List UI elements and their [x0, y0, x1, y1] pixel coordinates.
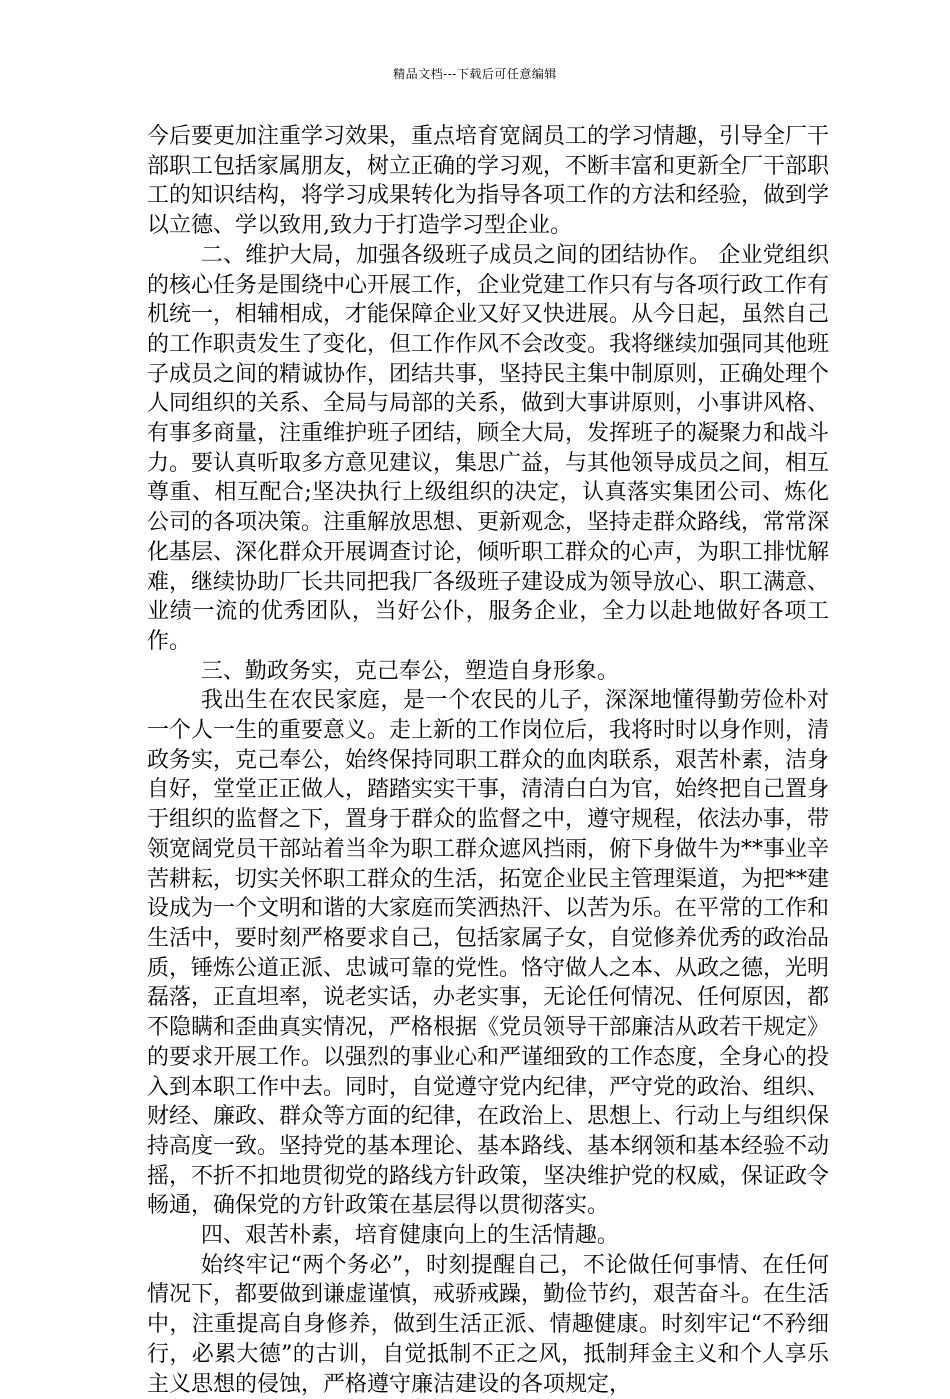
- page-header: 精品文档---下载后可任意编辑: [393, 67, 557, 81]
- paragraph-section-3: 我出生在农民家庭，是一个农民的儿子，深深地懂得勤劳俭朴对一个人一生的重要意义。走上新的工作岗位后，我将时时以身作则，清政务实，克己奉公，始终保持同职工群众的血肉联系，艰苦朴素，洁身自好，堂堂正正做人，踏踏实实干事，清清白白为官，始终把自己置身于组织的监督之下，置身于群众的监督之中，遵守规程，依法办事，带领宽阔党员干部站着当伞为职工群众遮风挡雨，俯下身做牛为**事业辛苦耕耘，切实关怀职工群众的生活，拓宽企业民主管理渠道，为把**建设成为一个文明和谐的大家庭而笑洒热汗、以苦为乐。在平常的工作和生活中，要时刻严格要求自己，包括家属子女，自觉修养优秀的政治品质，锤炼公道正派、忠诚可靠的党性。恪守做人之本、从政之德，光明磊落，正直坦率，说老实话，办老实事，无论任何情况、任何原因，都不隐瞒和歪曲真实情况，严格根据《党员领导干部廉洁从政若干规定》的要求开展工作。以强烈的事业心和严谨细致的工作态度，全身心的投入到本职工作中去。同时，自觉遵守党内纪律，严守党的政治、组织、财经、廉政、群众等方面的纪律，在政治上、思想上、行动上与组织保持高度一致。坚持党的基本理论、基本路线、基本纲领和基本经验不动摇，不折不扣地贯彻党的路线方针政策，坚决维护党的权威，保证政令畅通，确保党的方针政策在基层得以贯彻落实。: [147, 688, 830, 1219]
- section-heading-3: 三、勤政务实，克己奉公，塑造自身形象。: [200, 658, 619, 684]
- section-heading-4: 四、艰苦朴素，培育健康向上的生活情趣。: [200, 1223, 619, 1249]
- document-body: [147, 122, 829, 1399]
- paragraph-section-2: 二、维护大局，加强各级班子成员之间的团结协作。 企业党组织的核心任务是围绕中心开展工作，企业党建工作只有与各项行政工作有机统一，相辅相成，才能保障企业又好又快进展。从今日起，虽然自己的工作职责发生了变化，但工作作风不会改变。我将继续加强同其他班子成员之间的精诚协作，团结共事，坚持民主集中制原则，正确处理个人同组织的关系、全局与局部的关系，做到大事讲原则，小事讲风格、有事多商量，注重维护班子团结，顾全大局，发挥班子的凝聚力和战斗力。要认真听取多方意见建议，集思广益，与其他领导成员之间，相互尊重、相互配合;坚决执行上级组织的决定，认真落实集团公司、炼化公司的各项决策。注重解放思想、更新观念，坚持走群众路线，常常深化基层、深化群众开展调查讨论，倾听职工群众的心声，为职工排忧解难，继续协助厂长共同把我厂各级班子建设成为领导放心、职工满意、业绩一流的优秀团队，当好公仆，服务企业，全力以赴地做好各项工作。: [147, 242, 830, 654]
- paragraph-section-4: 始终牢记“两个务必”，时刻提醒自己，不论做任何事情、在任何情况下，都要做到谦虚谨慎，戒骄戒躁，勤俭节约，艰苦奋斗。在生活中，注重提高自身修养，做到生活正派、情趣健康。时刻牢记“不矜细行，必累大德”的古训，自觉抵制不正之风，抵制拜金主义和个人享乐主义思想的侵蚀，严格遵守廉洁建设的各项规定，: [147, 1252, 830, 1397]
- paragraph-intro: 今后要更加注重学习效果，重点培育宽阔员工的学习情趣，引导全厂干部职工包括家属朋友，树立正确的学习观，不断丰富和更新全厂干部职工的知识结构，将学习成果转化为指导各项工作的方法和经验，做到学以立德、学以致用,致力于打造学习型企业。: [147, 124, 830, 239]
